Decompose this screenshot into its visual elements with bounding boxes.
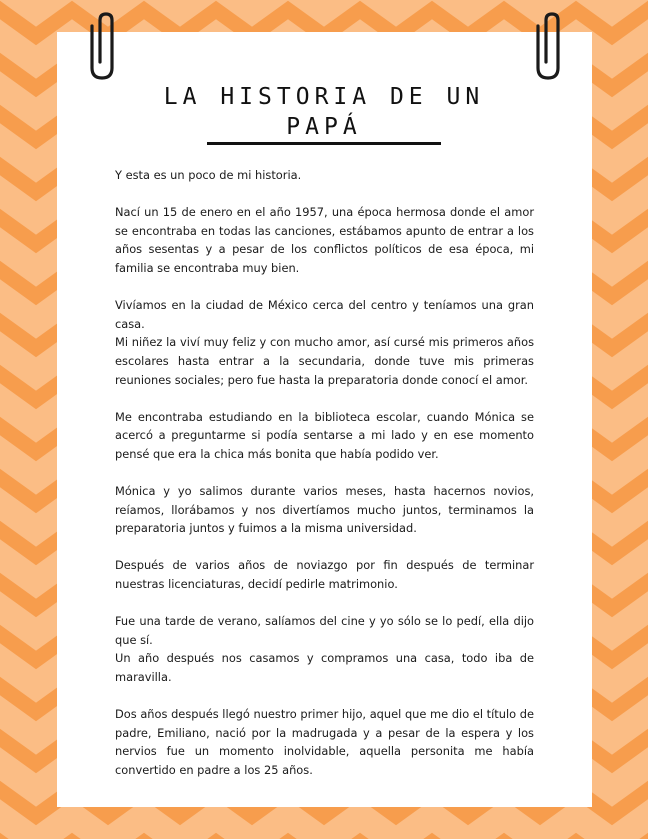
paperclip-icon	[82, 12, 122, 84]
paragraph-proposal: Después de varios años de noviazgo por fin después de terminar nuestras licenciaturas, decidí pedirle matrimonio.	[115, 558, 534, 592]
story-body	[115, 166, 534, 798]
paragraph-intro: Y esta es un poco de mi historia.	[115, 168, 302, 182]
paragraph-dating: Mónica y yo salimos durante varios meses, hasta hacernos novios, reíamos, llorábamos y nos divertíamos mucho juntos, terminamos la preparatoria juntos y fuimos a la misma universidad.	[115, 484, 534, 536]
paperclip-icon	[528, 12, 568, 84]
paragraph-wedding: Un año después nos casamos y compramos una casa, todo iba de maravilla.	[115, 651, 534, 685]
paragraph-first-child: Dos años después llegó nuestro primer hijo, aquel que me dio el título de padre, Emiliano, nació por la madrugada y a pesar de la espera y los nervios fue un momento inolvidable, aquella personita me había convertido en padre a los 25 años.	[115, 707, 534, 777]
paragraph-birth: Nací un 15 de enero en el año 1957, una época hermosa donde el amor se encontraba en todas las canciones, estábamos apunto de entrar a los años sesentas y a pesar de los conflictos políticos de esa época, mi familia se encontraba muy bien.	[115, 205, 534, 275]
page-title: LA HISTORIA DE UN PAPÁ	[163, 84, 485, 140]
paragraph-childhood: Mi niñez la viví muy feliz y con mucho amor, así cursé mis primeros años escolares hasta entrar a la secundaria, donde tuve mis primeras reuniones sociales; pero fue hasta la preparatoria donde conocí el amor.	[115, 335, 534, 387]
paragraph-yes: Fue una tarde de verano, salíamos del cine y yo sólo se lo pedí, ella dijo que sí.	[115, 614, 534, 647]
title-underline	[207, 142, 441, 145]
paragraph-home: Vivíamos en la ciudad de México cerca del centro y teníamos una gran casa.	[115, 298, 534, 331]
paragraph-meeting: Me encontraba estudiando en la biblioteca escolar, cuando Mónica se acercó a preguntarme si podía sentarse a mi lado y en ese momento pensé que era la chica más bonita que había podido ver.	[115, 409, 534, 461]
